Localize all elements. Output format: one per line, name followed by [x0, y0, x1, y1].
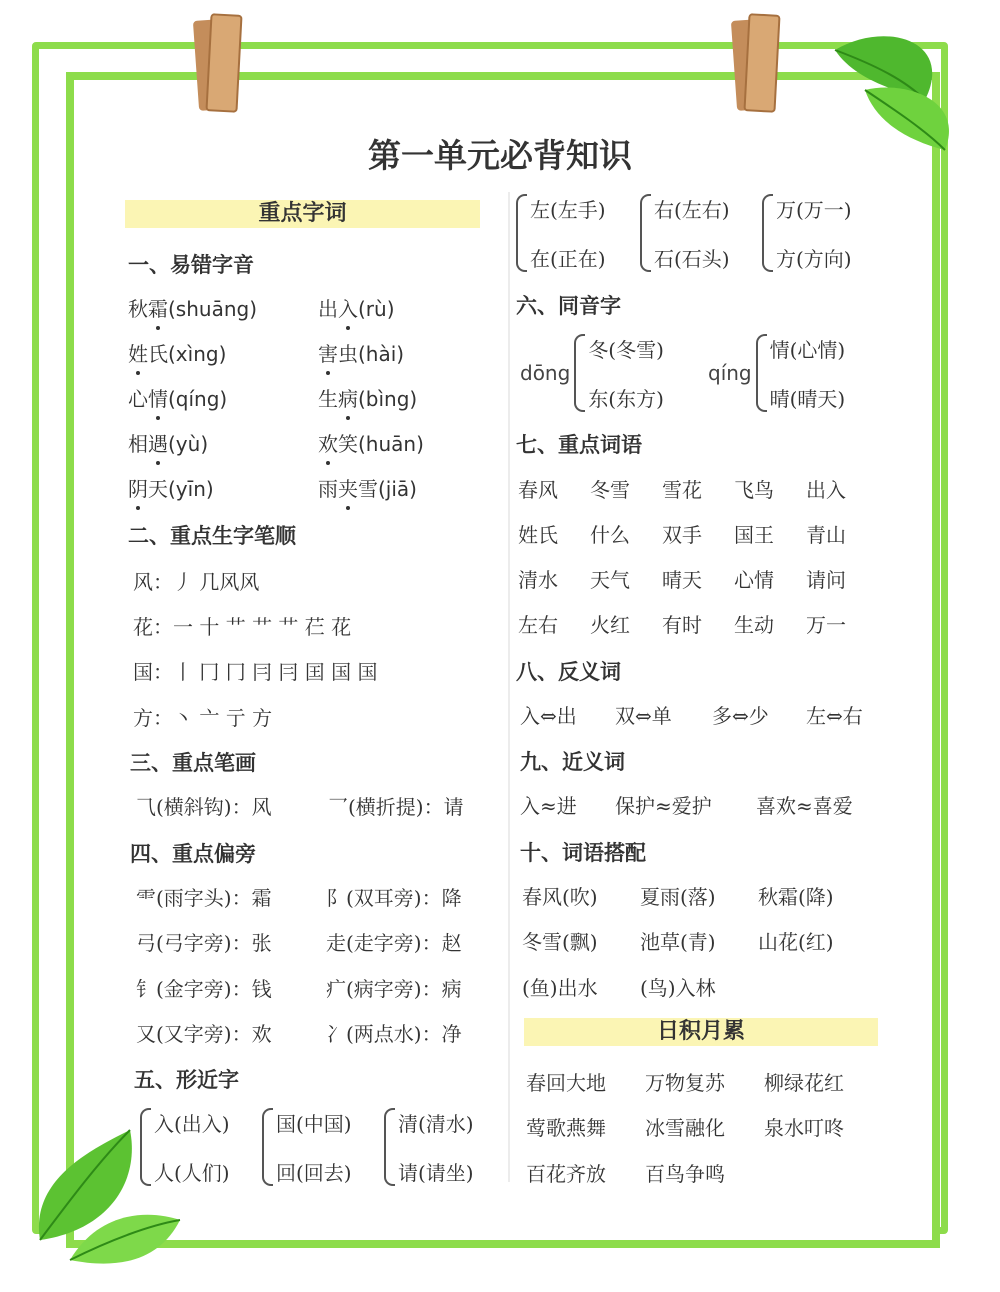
similar-group: 左(左手) 在(正在)	[516, 194, 606, 272]
similar-group: 右(左右) 石(石头)	[640, 194, 730, 272]
pronunciation-item: 欢笑(huān)	[318, 428, 424, 457]
key-word: 生动	[734, 613, 774, 637]
collocation: (鸟)入林	[640, 976, 716, 1000]
band-key-words: 重点字词	[125, 200, 480, 228]
key-word: 冬雪	[590, 478, 630, 502]
key-word: 有时	[662, 613, 702, 637]
heading-s5: 五、形近字	[134, 1068, 239, 1092]
radical-item: 钅(金字旁)：钱	[136, 977, 272, 1001]
radical-item: 走(走字旁)：赵	[326, 931, 462, 955]
key-word: 万一	[806, 613, 846, 637]
similar-group: 万(万一) 方(方向)	[762, 194, 852, 272]
collocation: 冬雪(飘)	[522, 930, 598, 954]
key-word: 清水	[518, 568, 558, 592]
radical-item: 又(又字旁)：欢	[136, 1022, 272, 1046]
heading-s9: 九、近义词	[520, 750, 625, 774]
key-word: 出入	[806, 478, 846, 502]
stroke-a: ⺄(横斜钩)：风	[136, 795, 272, 819]
synonym-pair: 入≈进	[520, 794, 577, 818]
key-word: 国王	[734, 523, 774, 547]
pronunciation-item: 阴天(yīn)	[128, 473, 214, 502]
collocation: 池草(青)	[640, 930, 716, 954]
antonym-pair: 左⇔右	[806, 704, 863, 728]
idiom: 莺歌燕舞	[526, 1116, 606, 1140]
homophone-group-qing: qíng 情(心情) 晴(晴天)	[708, 334, 845, 412]
wooden-clip-left	[196, 14, 236, 112]
key-word: 左右	[518, 613, 558, 637]
key-word: 火红	[590, 613, 630, 637]
collocation: 山花(红)	[758, 930, 834, 954]
stroke-order-guo: 国：丨 冂 冂 冃 冃 囯 国 国	[133, 660, 378, 684]
key-word: 天气	[590, 568, 630, 592]
column-divider	[508, 192, 510, 1182]
antonym-pair: 多⇔少	[712, 704, 769, 728]
synonym-pair: 保护≈爱护	[615, 794, 712, 818]
similar-group: 入(出入) 人(人们)	[140, 1108, 230, 1186]
pronunciation-item: 相遇(yù)	[128, 428, 208, 457]
antonym-pair: 入⇔出	[520, 704, 577, 728]
idiom: 百花齐放	[526, 1162, 606, 1186]
radical-item: 弓(弓字旁)：张	[136, 931, 272, 955]
page-title: 第一单元必背知识	[368, 136, 632, 175]
idiom: 春回大地	[526, 1071, 606, 1095]
key-word: 雪花	[662, 478, 702, 502]
homophone-group-dong: dōng 冬(冬雪) 东(东方)	[520, 334, 664, 412]
stroke-order-fang: 方：丶 亠 亍 方	[133, 706, 273, 730]
similar-group: 清(清水) 请(请坐)	[384, 1108, 474, 1186]
key-word: 什么	[590, 523, 630, 547]
heading-s10: 十、词语搭配	[520, 841, 646, 865]
pronunciation-item: 生病(bìng)	[318, 383, 417, 412]
heading-s7: 七、重点词语	[516, 433, 642, 457]
idiom: 泉水叮咚	[764, 1116, 844, 1140]
stroke-b: ⺂(横折提)：请	[328, 795, 464, 819]
idiom: 万物复苏	[645, 1071, 725, 1095]
antonym-pair: 双⇔单	[615, 704, 672, 728]
key-word: 青山	[806, 523, 846, 547]
radical-item: 疒(病字旁)：病	[326, 977, 462, 1001]
collocation: 秋霜(降)	[758, 885, 834, 909]
key-word: 飞鸟	[734, 478, 774, 502]
radical-item: 冫(两点水)：净	[326, 1022, 462, 1046]
synonym-pair: 喜欢≈喜爱	[756, 794, 853, 818]
heading-s3: 三、重点笔画	[130, 751, 256, 775]
similar-group: 国(中国) 回(回去)	[262, 1108, 352, 1186]
radical-item: ⻖(双耳旁)：降	[326, 886, 462, 910]
radical-item: ⻗(雨字头)：霜	[136, 886, 272, 910]
key-word: 姓氏	[518, 523, 558, 547]
pronunciation-item: 雨夹雪(jiā)	[318, 473, 417, 502]
pronunciation-item: 姓氏(xìng)	[128, 338, 226, 367]
key-word: 双手	[662, 523, 702, 547]
key-word: 请问	[806, 568, 846, 592]
key-word: 晴天	[662, 568, 702, 592]
key-word: 心情	[734, 568, 774, 592]
pronunciation-item: 出入(rù)	[318, 293, 395, 322]
pronunciation-item: 心情(qíng)	[128, 383, 227, 412]
collocation: 夏雨(落)	[640, 885, 716, 909]
heading-s2: 二、重点生字笔顺	[128, 524, 296, 548]
pronunciation-item: 害虫(hài)	[318, 338, 404, 367]
pronunciation-item: 秋霜(shuāng)	[128, 293, 257, 322]
idiom: 柳绿花红	[764, 1071, 844, 1095]
stroke-order-hua: 花：一 十 艹 艹 艹 芢 花	[133, 615, 352, 639]
heading-s4: 四、重点偏旁	[130, 842, 256, 866]
idiom: 冰雪融化	[645, 1116, 725, 1140]
heading-s1: 一、易错字音	[128, 253, 254, 277]
wooden-clip-right	[734, 14, 774, 112]
stroke-order-feng: 风：丿 几风风	[133, 570, 260, 594]
heading-s8: 八、反义词	[516, 660, 621, 684]
idiom: 百鸟争鸣	[645, 1162, 725, 1186]
key-word: 春风	[518, 478, 558, 502]
collocation: 春风(吹)	[522, 885, 598, 909]
collocation: (鱼)出水	[522, 976, 598, 1000]
heading-s6: 六、同音字	[516, 294, 621, 318]
band-daily: 日积月累	[524, 1018, 878, 1046]
